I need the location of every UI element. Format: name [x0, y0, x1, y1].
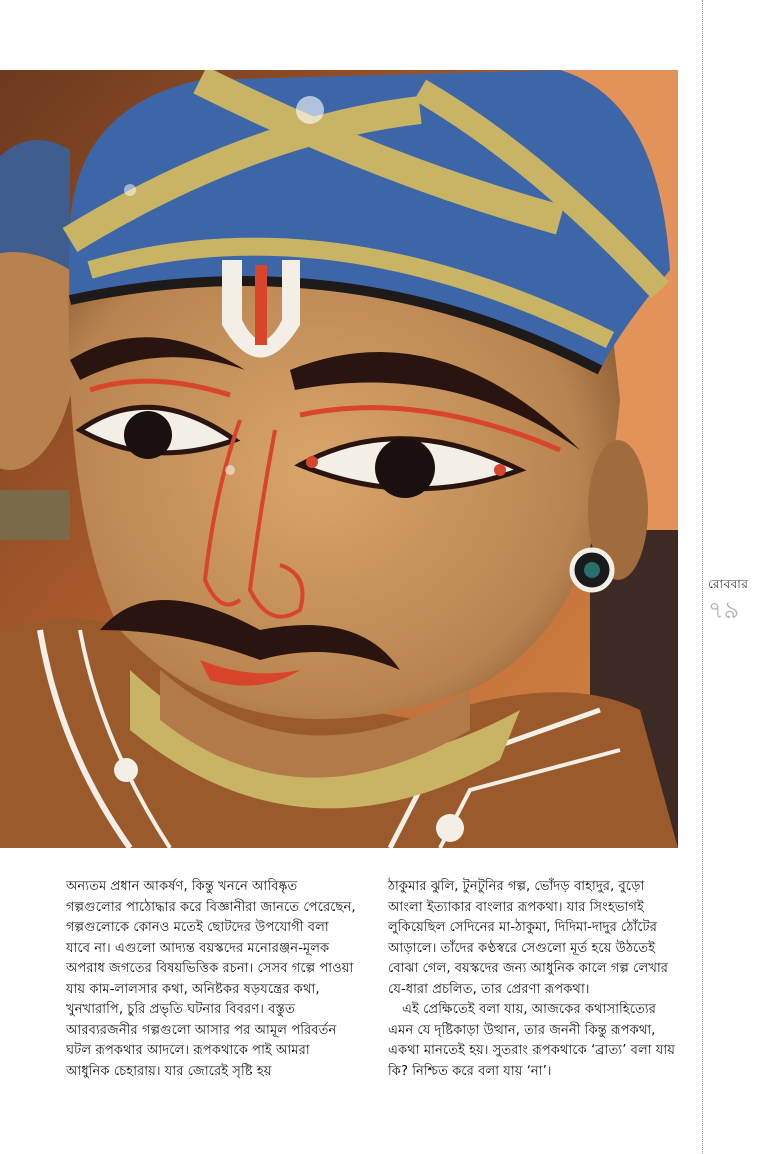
sidebar [708, 576, 768, 622]
painted-doll-head-icon [0, 70, 678, 848]
page-divider [702, 0, 703, 1154]
article-column-2 [388, 877, 678, 1082]
magazine-name: রোববার [708, 577, 749, 591]
doll-photo [0, 70, 678, 848]
paragraph: ঠাকুমার ঝুলি, টুনটুনির গল্প, ভোঁদড় বাহাদুর, বুড়ো আংলা ইত্যাকার বাংলার রূপকথা। যার সিংহভাগই লুকিয়েছিল সেদিনের মা-ঠাকুমা, দিদিমা-দাদুর ঠোঁটের আড়ালে। তাঁদের কণ্ঠস্বরে সেগুলো মূর্ত হয়ে উঠতেই বোঝা গেল, বয়স্কদের জন্য আধুনিক কালে গল্প লেখার যে-ধারা প্রচলিত, তার প্রেরণা রূপকথা। [388, 879, 669, 997]
paragraph: এই প্রেক্ষিতেই বলা যায়, আজকের কথাসাহিত্যের এমন যে দৃষ্টিকাড়া উত্থান, তার জননী কিন্তু রূপকথা, একথা মানতেই হয়। সুতরাং রূপকথাকে ‘ব্রাত্য’ বলা যায় কি? নিশ্চিত করে বলা যায় ‘না’। [388, 1002, 675, 1079]
paragraph: অন্যতম প্রধান আকর্ষণ, কিন্তু খননে আবিষ্কৃত গল্পগুলোর পাঠোদ্ধার করে বিজ্ঞানীরা জানতে পেরেছেন, গল্পগুলোকে কোনও মতেই ছোটদের উপযোগী বলা যাবে না। এগুলো আদ্যন্ত বয়স্কদের মনোরঞ্জন-মূলক অপরাধ জগতের বিষয়ভিত্তিক রচনা। সেসব গল্পে পাওয়া যায় কাম-লালসার কথা, অনিষ্টকর ষড়যন্ত্রের কথা, খুনখারাপি, চুরি প্রভৃতি ঘটনার বিবরণ। বস্তুত আরব্যরজনীর গল্পগুলো আসার পর আমূল পরিবর্তন ঘটল রূপকথার আদলে। রূপকথাকে পাই আমরা আধুনিক চেহারায়। যার জোরেই সৃষ্টি হয় [66, 879, 356, 1079]
page-number: ৭৯ [708, 596, 740, 624]
article-column-1 [66, 877, 356, 1082]
